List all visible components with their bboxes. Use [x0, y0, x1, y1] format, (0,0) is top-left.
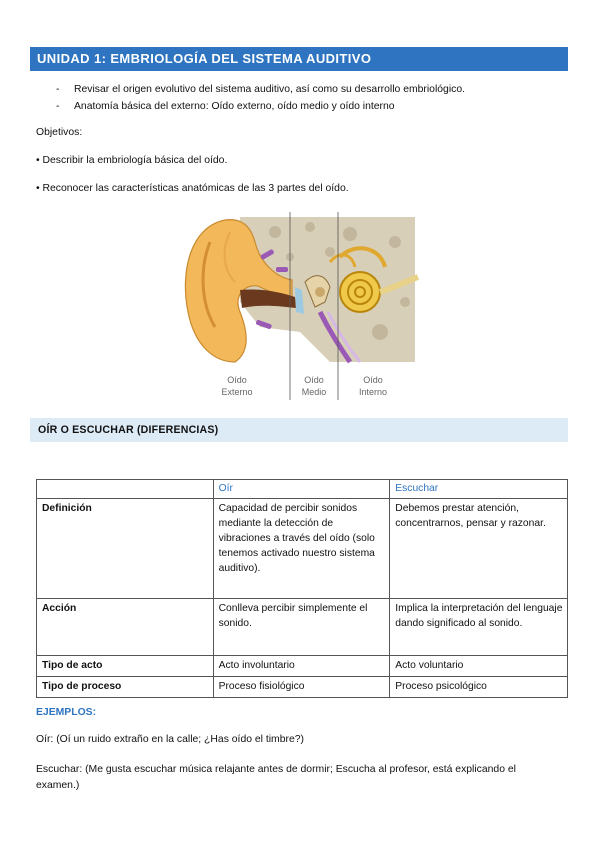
cell-escuchar: Proceso psicológico	[390, 677, 568, 698]
ear-anatomy-figure	[180, 212, 420, 400]
intro-bullet-1: - Revisar el origen evolutivo del sistema auditivo, así como su desarrollo embriológico.	[56, 82, 465, 99]
header-escuchar: Escuchar	[390, 480, 568, 499]
row-label: Tipo de acto	[37, 656, 214, 677]
table-row	[37, 599, 568, 656]
objective-2: • Reconocer las características anatómicas de las 3 partes del oído.	[36, 183, 349, 194]
cell-oir: Conlleva percibir simplemente el sonido.	[213, 599, 390, 656]
example-escuchar: Escuchar: (Me gusta escuchar música relajante antes de dormir; Escucha al profesor, está explicando el examen.)	[36, 764, 516, 791]
row-label: Definición	[37, 499, 214, 599]
intro-bullet-2: - Anatomía básica del externo: Oído externo, oído medio y oído interno	[56, 99, 465, 116]
header-empty	[37, 480, 214, 499]
example-oir: Oír: (Oí un ruido extraño en la calle; ¿Has oído el timbre?)	[36, 734, 304, 745]
cell-oir: Proceso fisiológico	[213, 677, 390, 698]
objective-1: • Describir la embriología básica del oído.	[36, 155, 228, 166]
cell-escuchar: Acto voluntario	[390, 656, 568, 677]
cochlea	[340, 272, 380, 312]
label-interno-1: Oído	[363, 375, 383, 385]
label-medio-2: Medio	[301, 387, 327, 397]
cell-escuchar: Implica la interpretación del lenguaje dando significado al sonido.	[390, 599, 568, 656]
row-label: Acción	[37, 599, 214, 656]
section-title: OÍR O ESCUCHAR (DIFERENCIAS)	[30, 418, 568, 442]
table-row	[37, 499, 568, 599]
cell-oir: Capacidad de percibir sonidos mediante la detección de vibraciones a través del oído (solo tenemos activado nuestro sistema auditivo).	[213, 499, 390, 599]
table-row	[37, 677, 568, 698]
cell-escuchar: Debemos prestar atención, concentrarnos, pensar y razonar.	[390, 499, 568, 599]
row-label: Tipo de proceso	[37, 677, 214, 698]
label-externo-1: Oído	[227, 375, 247, 385]
table-row	[37, 656, 568, 677]
cell-oir: Acto involuntario	[213, 656, 390, 677]
comparison-table	[36, 479, 568, 698]
label-medio-1: Oído	[304, 375, 324, 385]
label-externo-2: Externo	[221, 387, 253, 397]
examples-title: EJEMPLOS:	[36, 707, 97, 718]
intro-list	[56, 82, 465, 115]
header-oir: Oír	[213, 480, 390, 499]
unit-title: UNIDAD 1: EMBRIOLOGÍA DEL SISTEMA AUDITIVO	[30, 47, 568, 71]
objectives-label: Objetivos:	[36, 127, 83, 138]
table-header-row	[37, 480, 568, 499]
label-interno-2: Interno	[358, 387, 388, 397]
